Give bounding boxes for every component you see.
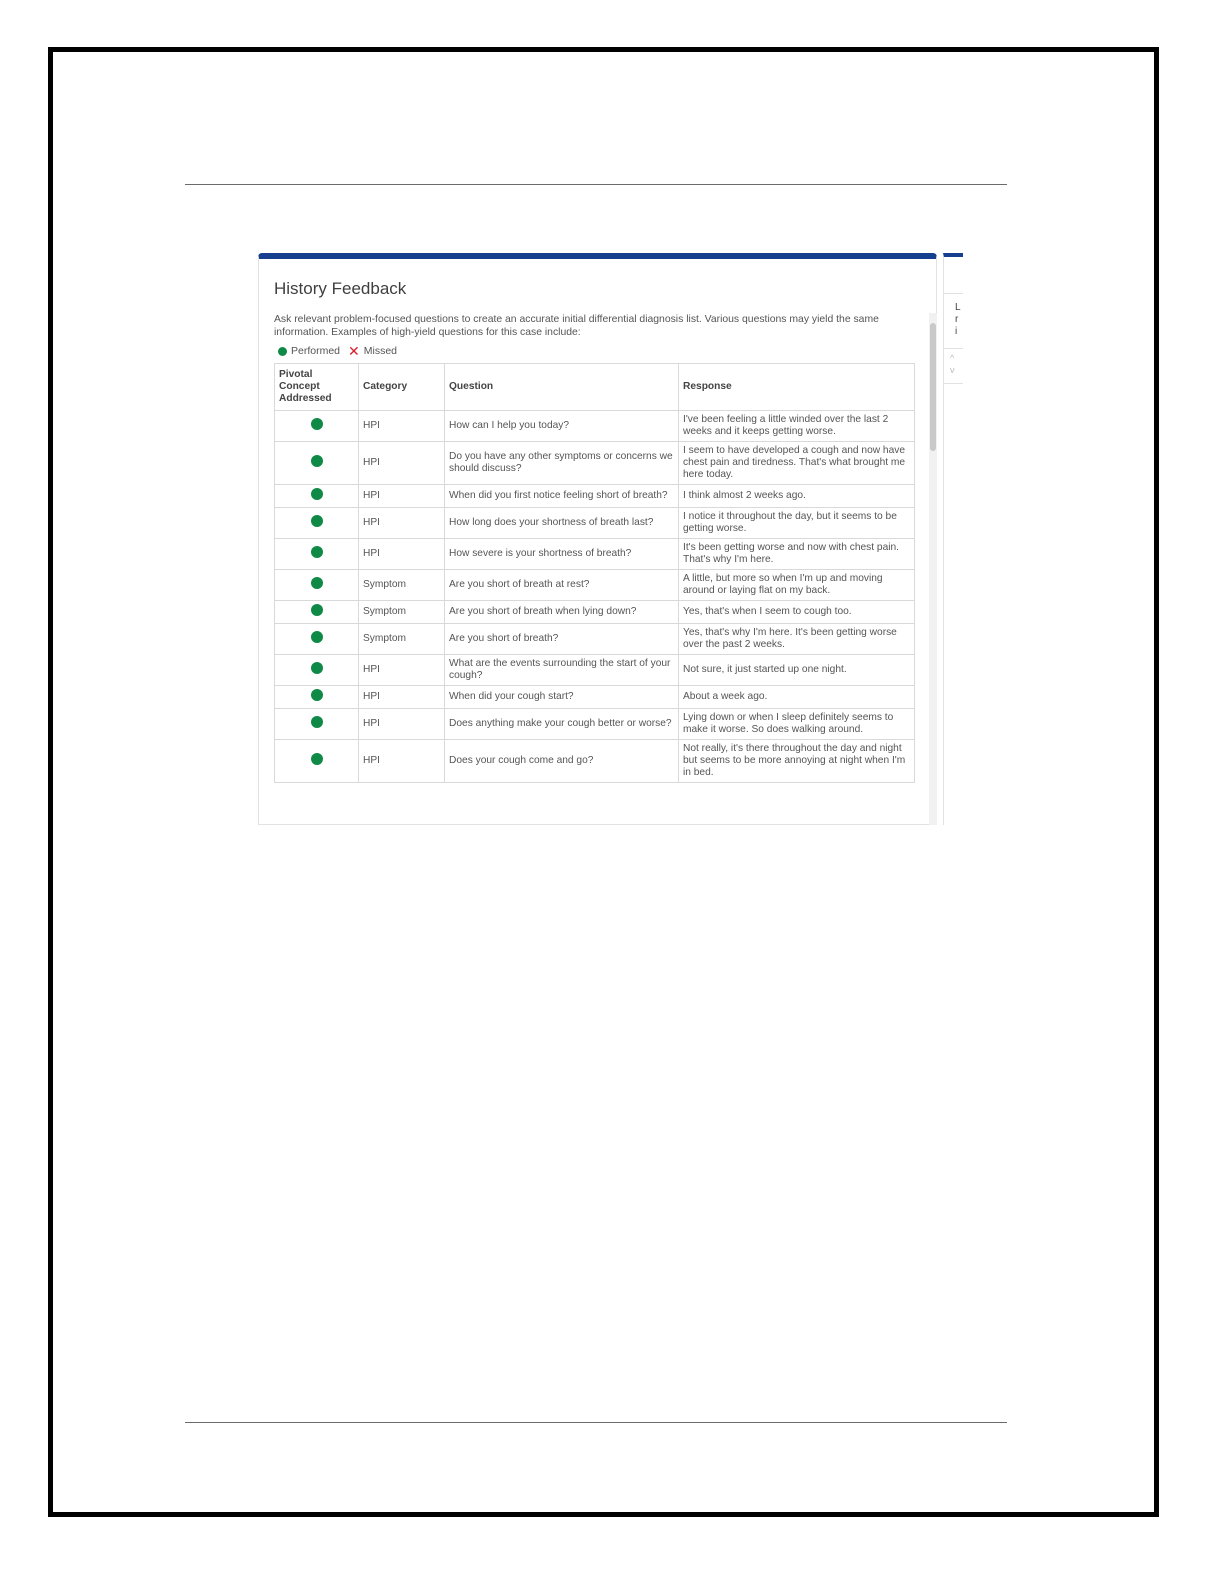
pivotal-cell: [275, 740, 359, 783]
question-cell: Do you have any other symptoms or concerns we should discuss?: [445, 442, 679, 485]
performed-icon: [311, 689, 323, 701]
chevron-down-icon[interactable]: v: [950, 365, 955, 375]
performed-icon: [278, 347, 287, 356]
performed-icon: [311, 418, 323, 430]
side-text: [955, 302, 961, 338]
performed-icon: [311, 716, 323, 728]
pivotal-cell: [275, 411, 359, 442]
side-letter: L: [955, 302, 961, 313]
table-row: [275, 539, 915, 570]
pivotal-cell: [275, 709, 359, 740]
performed-icon: [311, 455, 323, 467]
question-cell: How severe is your shortness of breath?: [445, 539, 679, 570]
table-row: [275, 624, 915, 655]
table-row: [275, 485, 915, 508]
performed-icon: [311, 753, 323, 765]
legend-missed: Missed: [363, 345, 398, 357]
response-cell: Yes, that's why I'm here. It's been getting worse over the past 2 weeks.: [679, 624, 915, 655]
performed-icon: [311, 546, 323, 558]
chevron-up-icon[interactable]: ^: [950, 353, 955, 363]
response-cell: I think almost 2 weeks ago.: [679, 485, 915, 508]
pivotal-cell: [275, 655, 359, 686]
side-divider: [943, 293, 963, 294]
response-cell: I notice it throughout the day, but it seems to be getting worse.: [679, 508, 915, 539]
footer-rule: [185, 1422, 1007, 1423]
performed-icon: [311, 515, 323, 527]
question-cell: How long does your shortness of breath last?: [445, 508, 679, 539]
table-row: [275, 709, 915, 740]
pivotal-cell: [275, 601, 359, 624]
category-cell: HPI: [359, 740, 445, 783]
question-cell: Are you short of breath when lying down?: [445, 601, 679, 624]
legend: [274, 345, 914, 357]
category-cell: HPI: [359, 442, 445, 485]
header-pivotal: Pivotal Concept Addressed: [275, 364, 359, 411]
response-cell: Lying down or when I sleep definitely seems to make it worse. So does walking around.: [679, 709, 915, 740]
category-cell: HPI: [359, 686, 445, 709]
legend-performed: Performed: [291, 345, 341, 357]
response-cell: Yes, that's when I seem to cough too.: [679, 601, 915, 624]
category-cell: Symptom: [359, 601, 445, 624]
question-cell: When did your cough start?: [445, 686, 679, 709]
table-row: [275, 570, 915, 601]
header-question: Question: [445, 364, 679, 411]
side-panel: [943, 253, 963, 825]
question-cell: Are you short of breath at rest?: [445, 570, 679, 601]
screenshot: [253, 253, 963, 825]
panel-title: History Feedback: [274, 279, 407, 298]
response-cell: A little, but more so when I'm up and moving around or laying flat on my back.: [679, 570, 915, 601]
pivotal-cell: [275, 570, 359, 601]
feedback-table: [274, 363, 915, 783]
table-row: [275, 740, 915, 783]
response-cell: Not sure, it just started up one night.: [679, 655, 915, 686]
question-cell: What are the events surrounding the start of your cough?: [445, 655, 679, 686]
header-response: Response: [679, 364, 915, 411]
pivotal-cell: [275, 624, 359, 655]
header-category: Category: [359, 364, 445, 411]
table-row: [275, 686, 915, 709]
category-cell: HPI: [359, 655, 445, 686]
performed-icon: [311, 577, 323, 589]
response-cell: About a week ago.: [679, 686, 915, 709]
performed-icon: [311, 631, 323, 643]
response-cell: I've been feeling a little winded over the last 2 weeks and it keeps getting worse.: [679, 411, 915, 442]
table-row: [275, 411, 915, 442]
pivotal-cell: [275, 539, 359, 570]
question-cell: When did you first notice feeling short of breath?: [445, 485, 679, 508]
table-header-row: [275, 364, 915, 411]
response-cell: It's been getting worse and now with chest pain. That's why I'm here.: [679, 539, 915, 570]
table-row: [275, 508, 915, 539]
category-cell: HPI: [359, 508, 445, 539]
category-cell: HPI: [359, 485, 445, 508]
table-row: [275, 601, 915, 624]
side-divider: [943, 383, 963, 384]
question-cell: Are you short of breath?: [445, 624, 679, 655]
performed-icon: [311, 604, 323, 616]
category-cell: HPI: [359, 411, 445, 442]
table-row: [275, 442, 915, 485]
header-rule: [185, 184, 1007, 185]
side-divider: [943, 348, 963, 349]
pivotal-cell: [275, 686, 359, 709]
question-cell: Does anything make your cough better or worse?: [445, 709, 679, 740]
side-letter: i: [955, 326, 958, 337]
response-cell: Not really, it's there throughout the day and night but seems to be more annoying at night when I'm in bed.: [679, 740, 915, 783]
question-cell: Does your cough come and go?: [445, 740, 679, 783]
question-cell: How can I help you today?: [445, 411, 679, 442]
pivotal-cell: [275, 508, 359, 539]
intro-text: Ask relevant problem-focused questions to create an accurate initial differential diagnosis list. Various questions may yield the same information. Examples of high-yield questions for this case include:: [274, 314, 879, 338]
pivotal-cell: [275, 442, 359, 485]
history-feedback-panel: [258, 253, 937, 825]
scrollbar-thumb[interactable]: [930, 323, 936, 451]
performed-icon: [311, 488, 323, 500]
table-row: [275, 655, 915, 686]
response-cell: I seem to have developed a cough and now have chest pain and tiredness. That's what brought me here today.: [679, 442, 915, 485]
category-cell: Symptom: [359, 624, 445, 655]
performed-icon: [311, 662, 323, 674]
missed-icon: ✕: [348, 343, 360, 359]
side-letter: r: [955, 314, 959, 325]
category-cell: HPI: [359, 539, 445, 570]
pivotal-cell: [275, 485, 359, 508]
category-cell: HPI: [359, 709, 445, 740]
category-cell: Symptom: [359, 570, 445, 601]
